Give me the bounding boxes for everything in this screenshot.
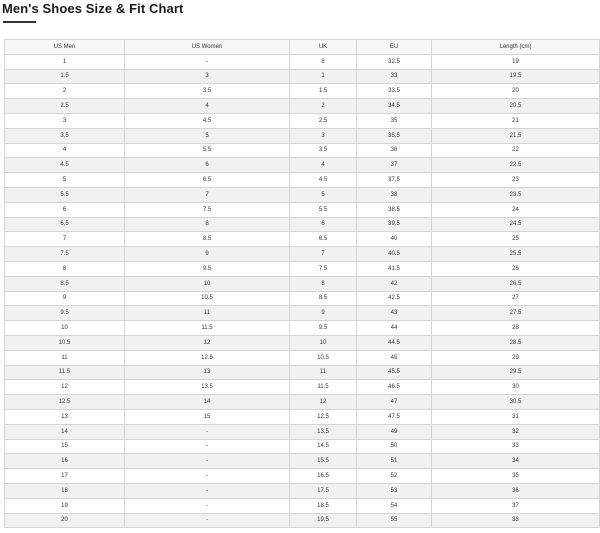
table-row	[5, 365, 600, 380]
cell-us-women: 10	[125, 276, 290, 291]
cell-us-men: 18	[5, 483, 125, 498]
table-row	[5, 409, 600, 424]
cell-uk: 1.5	[290, 84, 357, 99]
cell-eu: 33	[357, 69, 432, 84]
table-row	[5, 483, 600, 498]
cell-us-men: 8.5	[5, 276, 125, 291]
table-row	[5, 232, 600, 247]
cell-us-women: 15	[125, 409, 290, 424]
table-row	[5, 187, 600, 202]
cell-length: 34	[432, 454, 600, 469]
cell-eu: 32.5	[357, 54, 432, 69]
cell-us-men: 10.5	[5, 335, 125, 350]
cell-length: 23	[432, 173, 600, 188]
cell-length: 21.5	[432, 128, 600, 143]
cell-us-men: 9	[5, 291, 125, 306]
cell-eu: 55	[357, 513, 432, 528]
cell-us-men: 12.5	[5, 395, 125, 410]
table-row	[5, 306, 600, 321]
cell-eu: 39.5	[357, 217, 432, 232]
cell-eu: 35	[357, 113, 432, 128]
cell-length: 23.5	[432, 187, 600, 202]
table-row	[5, 54, 600, 69]
cell-length: 21	[432, 113, 600, 128]
cell-us-men: 4	[5, 143, 125, 158]
cell-length: 27.5	[432, 306, 600, 321]
table-row	[5, 158, 600, 173]
cell-eu: 36	[357, 143, 432, 158]
cell-us-women: 3	[125, 69, 290, 84]
cell-us-women: 14	[125, 395, 290, 410]
cell-eu: 51	[357, 454, 432, 469]
cell-us-women: 5.5	[125, 143, 290, 158]
cell-us-men: 20	[5, 513, 125, 528]
table-row	[5, 143, 600, 158]
cell-us-women: 4	[125, 99, 290, 114]
cell-length: 33	[432, 439, 600, 454]
cell-us-men: 7	[5, 232, 125, 247]
cell-length: 25.5	[432, 247, 600, 262]
cell-uk: 1	[290, 69, 357, 84]
cell-us-men: 4.5	[5, 158, 125, 173]
cell-length: 32	[432, 424, 600, 439]
cell-length: 29.5	[432, 365, 600, 380]
cell-eu: 50	[357, 439, 432, 454]
cell-us-women: 8	[125, 217, 290, 232]
cell-us-men: 6.5	[5, 217, 125, 232]
cell-us-women: 9	[125, 247, 290, 262]
cell-uk: 18.5	[290, 498, 357, 513]
cell-eu: 38.5	[357, 202, 432, 217]
cell-us-men: 11	[5, 350, 125, 365]
table-row	[5, 99, 600, 114]
table-row	[5, 202, 600, 217]
cell-eu: 38	[357, 187, 432, 202]
cell-length: 19	[432, 54, 600, 69]
cell-us-women: -	[125, 498, 290, 513]
cell-uk: 3.5	[290, 143, 357, 158]
cell-eu: 44	[357, 321, 432, 336]
cell-eu: 37.5	[357, 173, 432, 188]
table-row	[5, 498, 600, 513]
cell-us-women: 12.5	[125, 350, 290, 365]
cell-us-women: 12	[125, 335, 290, 350]
cell-eu: 53	[357, 483, 432, 498]
cell-us-women: 6.5	[125, 173, 290, 188]
cell-eu: 49	[357, 424, 432, 439]
table-row	[5, 84, 600, 99]
cell-uk: 8	[290, 54, 357, 69]
cell-length: 28	[432, 321, 600, 336]
cell-eu: 45	[357, 350, 432, 365]
table-row	[5, 261, 600, 276]
table-body	[5, 54, 600, 528]
cell-us-men: 6	[5, 202, 125, 217]
cell-eu: 47.5	[357, 409, 432, 424]
cell-uk: 4	[290, 158, 357, 173]
cell-us-men: 2.5	[5, 99, 125, 114]
table-row	[5, 113, 600, 128]
cell-us-women: 3.5	[125, 84, 290, 99]
cell-uk: 6	[290, 217, 357, 232]
cell-us-men: 9.5	[5, 306, 125, 321]
cell-us-men: 15	[5, 439, 125, 454]
cell-eu: 41.5	[357, 261, 432, 276]
cell-length: 30.5	[432, 395, 600, 410]
cell-us-men: 5	[5, 173, 125, 188]
cell-eu: 47	[357, 395, 432, 410]
column-header-uk: UK	[290, 40, 357, 55]
cell-uk: 5.5	[290, 202, 357, 217]
cell-uk: 7	[290, 247, 357, 262]
cell-uk: 15.5	[290, 454, 357, 469]
cell-length: 26.5	[432, 276, 600, 291]
cell-length: 31	[432, 409, 600, 424]
cell-uk: 14.5	[290, 439, 357, 454]
cell-us-women: 6	[125, 158, 290, 173]
cell-us-men: 13	[5, 409, 125, 424]
cell-uk: 9.5	[290, 321, 357, 336]
cell-us-women: 9.5	[125, 261, 290, 276]
cell-length: 27	[432, 291, 600, 306]
column-header-eu: EU	[357, 40, 432, 55]
cell-us-women: -	[125, 483, 290, 498]
cell-length: 35	[432, 469, 600, 484]
table-row	[5, 276, 600, 291]
cell-eu: 42.5	[357, 291, 432, 306]
cell-us-women: 13.5	[125, 380, 290, 395]
cell-uk: 12.5	[290, 409, 357, 424]
cell-uk: 2	[290, 99, 357, 114]
cell-eu: 46.5	[357, 380, 432, 395]
cell-us-men: 11.5	[5, 365, 125, 380]
cell-eu: 52	[357, 469, 432, 484]
cell-length: 28.5	[432, 335, 600, 350]
cell-length: 20	[432, 84, 600, 99]
cell-uk: 10.5	[290, 350, 357, 365]
table-row	[5, 291, 600, 306]
cell-length: 25	[432, 232, 600, 247]
cell-us-men: 3	[5, 113, 125, 128]
table-row	[5, 469, 600, 484]
cell-length: 29	[432, 350, 600, 365]
cell-uk: 5	[290, 187, 357, 202]
cell-us-women: 11.5	[125, 321, 290, 336]
table-row	[5, 128, 600, 143]
cell-length: 37	[432, 498, 600, 513]
page-title: Men's Shoes Size & Fit Chart	[2, 1, 184, 16]
cell-eu: 43	[357, 306, 432, 321]
column-header-us-women: US Women	[125, 40, 290, 55]
table-row	[5, 217, 600, 232]
cell-eu: 54	[357, 498, 432, 513]
cell-uk: 4.5	[290, 173, 357, 188]
cell-us-men: 12	[5, 380, 125, 395]
cell-uk: 16.5	[290, 469, 357, 484]
cell-eu: 40.5	[357, 247, 432, 262]
cell-us-men: 1	[5, 54, 125, 69]
column-header-us-men: US Men	[5, 40, 125, 55]
cell-uk: 3	[290, 128, 357, 143]
cell-us-women: -	[125, 439, 290, 454]
cell-length: 36	[432, 483, 600, 498]
cell-us-men: 17	[5, 469, 125, 484]
cell-uk: 8.5	[290, 291, 357, 306]
cell-us-men: 16	[5, 454, 125, 469]
cell-us-men: 7.5	[5, 247, 125, 262]
cell-eu: 40	[357, 232, 432, 247]
cell-length: 22.5	[432, 158, 600, 173]
cell-eu: 33.5	[357, 84, 432, 99]
cell-uk: 10	[290, 335, 357, 350]
cell-us-women: 10.5	[125, 291, 290, 306]
cell-us-women: 11	[125, 306, 290, 321]
table-row	[5, 247, 600, 262]
cell-us-women: 7.5	[125, 202, 290, 217]
cell-us-men: 19	[5, 498, 125, 513]
cell-uk: 7.5	[290, 261, 357, 276]
cell-us-women: 4.5	[125, 113, 290, 128]
cell-length: 38	[432, 513, 600, 528]
cell-eu: 44.5	[357, 335, 432, 350]
cell-length: 22	[432, 143, 600, 158]
table-row	[5, 454, 600, 469]
table-row	[5, 395, 600, 410]
cell-us-women: 13	[125, 365, 290, 380]
cell-length: 24.5	[432, 217, 600, 232]
cell-us-women: -	[125, 54, 290, 69]
cell-eu: 45.5	[357, 365, 432, 380]
table-row	[5, 513, 600, 528]
cell-us-men: 1.5	[5, 69, 125, 84]
cell-length: 30	[432, 380, 600, 395]
cell-us-women: 5	[125, 128, 290, 143]
cell-us-men: 14	[5, 424, 125, 439]
cell-uk: 6.5	[290, 232, 357, 247]
cell-us-men: 5.5	[5, 187, 125, 202]
cell-length: 20.5	[432, 99, 600, 114]
table-row	[5, 424, 600, 439]
cell-eu: 34.5	[357, 99, 432, 114]
cell-length: 26	[432, 261, 600, 276]
cell-uk: 11	[290, 365, 357, 380]
cell-uk: 11.5	[290, 380, 357, 395]
cell-us-men: 3.5	[5, 128, 125, 143]
table-row	[5, 173, 600, 188]
cell-uk: 13.5	[290, 424, 357, 439]
table-row	[5, 350, 600, 365]
cell-us-women: 8.5	[125, 232, 290, 247]
cell-uk: 17.5	[290, 483, 357, 498]
size-chart-table	[4, 39, 600, 528]
cell-eu: 35.5	[357, 128, 432, 143]
table-row	[5, 69, 600, 84]
table-row	[5, 439, 600, 454]
table-header-row	[5, 40, 600, 55]
table-row	[5, 321, 600, 336]
cell-us-women: 7	[125, 187, 290, 202]
table-row	[5, 335, 600, 350]
cell-us-women: -	[125, 424, 290, 439]
cell-us-men: 2	[5, 84, 125, 99]
cell-us-women: -	[125, 513, 290, 528]
cell-eu: 37	[357, 158, 432, 173]
cell-uk: 8	[290, 276, 357, 291]
cell-us-women: -	[125, 454, 290, 469]
cell-us-men: 10	[5, 321, 125, 336]
table-row	[5, 380, 600, 395]
column-header-length: Length (cm)	[432, 40, 600, 55]
cell-uk: 12	[290, 395, 357, 410]
cell-uk: 9	[290, 306, 357, 321]
cell-length: 19.5	[432, 69, 600, 84]
cell-eu: 42	[357, 276, 432, 291]
cell-length: 24	[432, 202, 600, 217]
cell-us-men: 8	[5, 261, 125, 276]
title-underline	[3, 21, 36, 23]
cell-uk: 2.5	[290, 113, 357, 128]
cell-uk: 19.5	[290, 513, 357, 528]
cell-us-women: -	[125, 469, 290, 484]
